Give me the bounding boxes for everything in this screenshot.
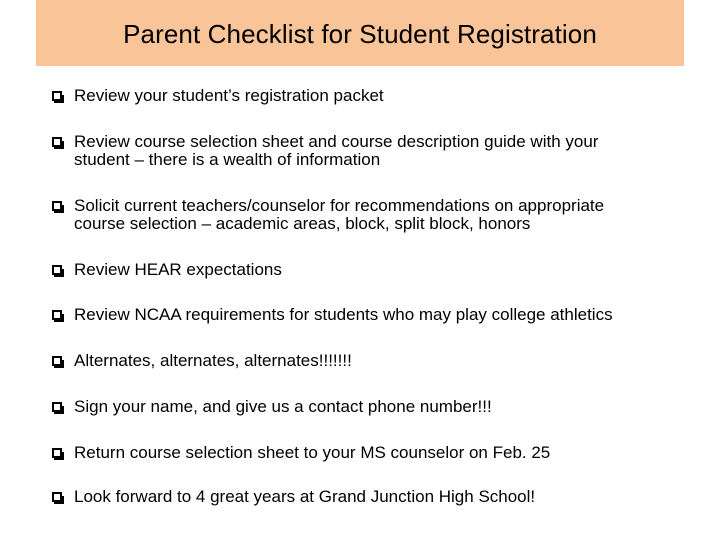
checkbox-icon (52, 448, 62, 458)
checklist-item (52, 133, 712, 169)
checklist-item (52, 87, 712, 105)
checkbox-icon (52, 265, 62, 275)
checklist-item-text: Solicit current teachers/counselor for recommendations on appropriate course selection – academic areas, block, split block, honors (74, 196, 605, 233)
checklist-item (52, 306, 712, 324)
checklist-item (52, 444, 712, 462)
checklist-item-text: Review NCAA requirements for students who may play college athletics (74, 305, 613, 324)
checkbox-icon (52, 137, 62, 147)
checklist-item-text: Review your student’s registration packet (74, 86, 384, 105)
checklist-item (52, 197, 712, 233)
checklist-item-text: Review course selection sheet and course description guide with your student – there is a wealth of information (74, 132, 599, 169)
checkbox-icon (52, 356, 62, 366)
checklist-item (52, 352, 712, 370)
checklist-item (52, 261, 712, 279)
checkbox-icon (52, 201, 62, 211)
checkbox-icon (52, 91, 62, 101)
checklist-item-text: Look forward to 4 great years at Grand Junction High School! (74, 487, 536, 506)
checkbox-icon (52, 310, 62, 320)
checklist-item (52, 488, 712, 506)
checklist-item (52, 398, 712, 416)
checklist-item-text: Alternates, alternates, alternates!!!!!!! (74, 351, 352, 370)
checkbox-icon (52, 492, 62, 502)
checklist-item-text: Sign your name, and give us a contact phone number!!! (74, 397, 492, 416)
checklist-item-text: Review HEAR expectations (74, 260, 282, 279)
title-bar (36, 0, 684, 66)
checkbox-icon (52, 402, 62, 412)
checklist-item-text: Return course selection sheet to your MS counselor on Feb. 25 (74, 443, 551, 462)
page-title: Parent Checklist for Student Registration (123, 18, 597, 49)
